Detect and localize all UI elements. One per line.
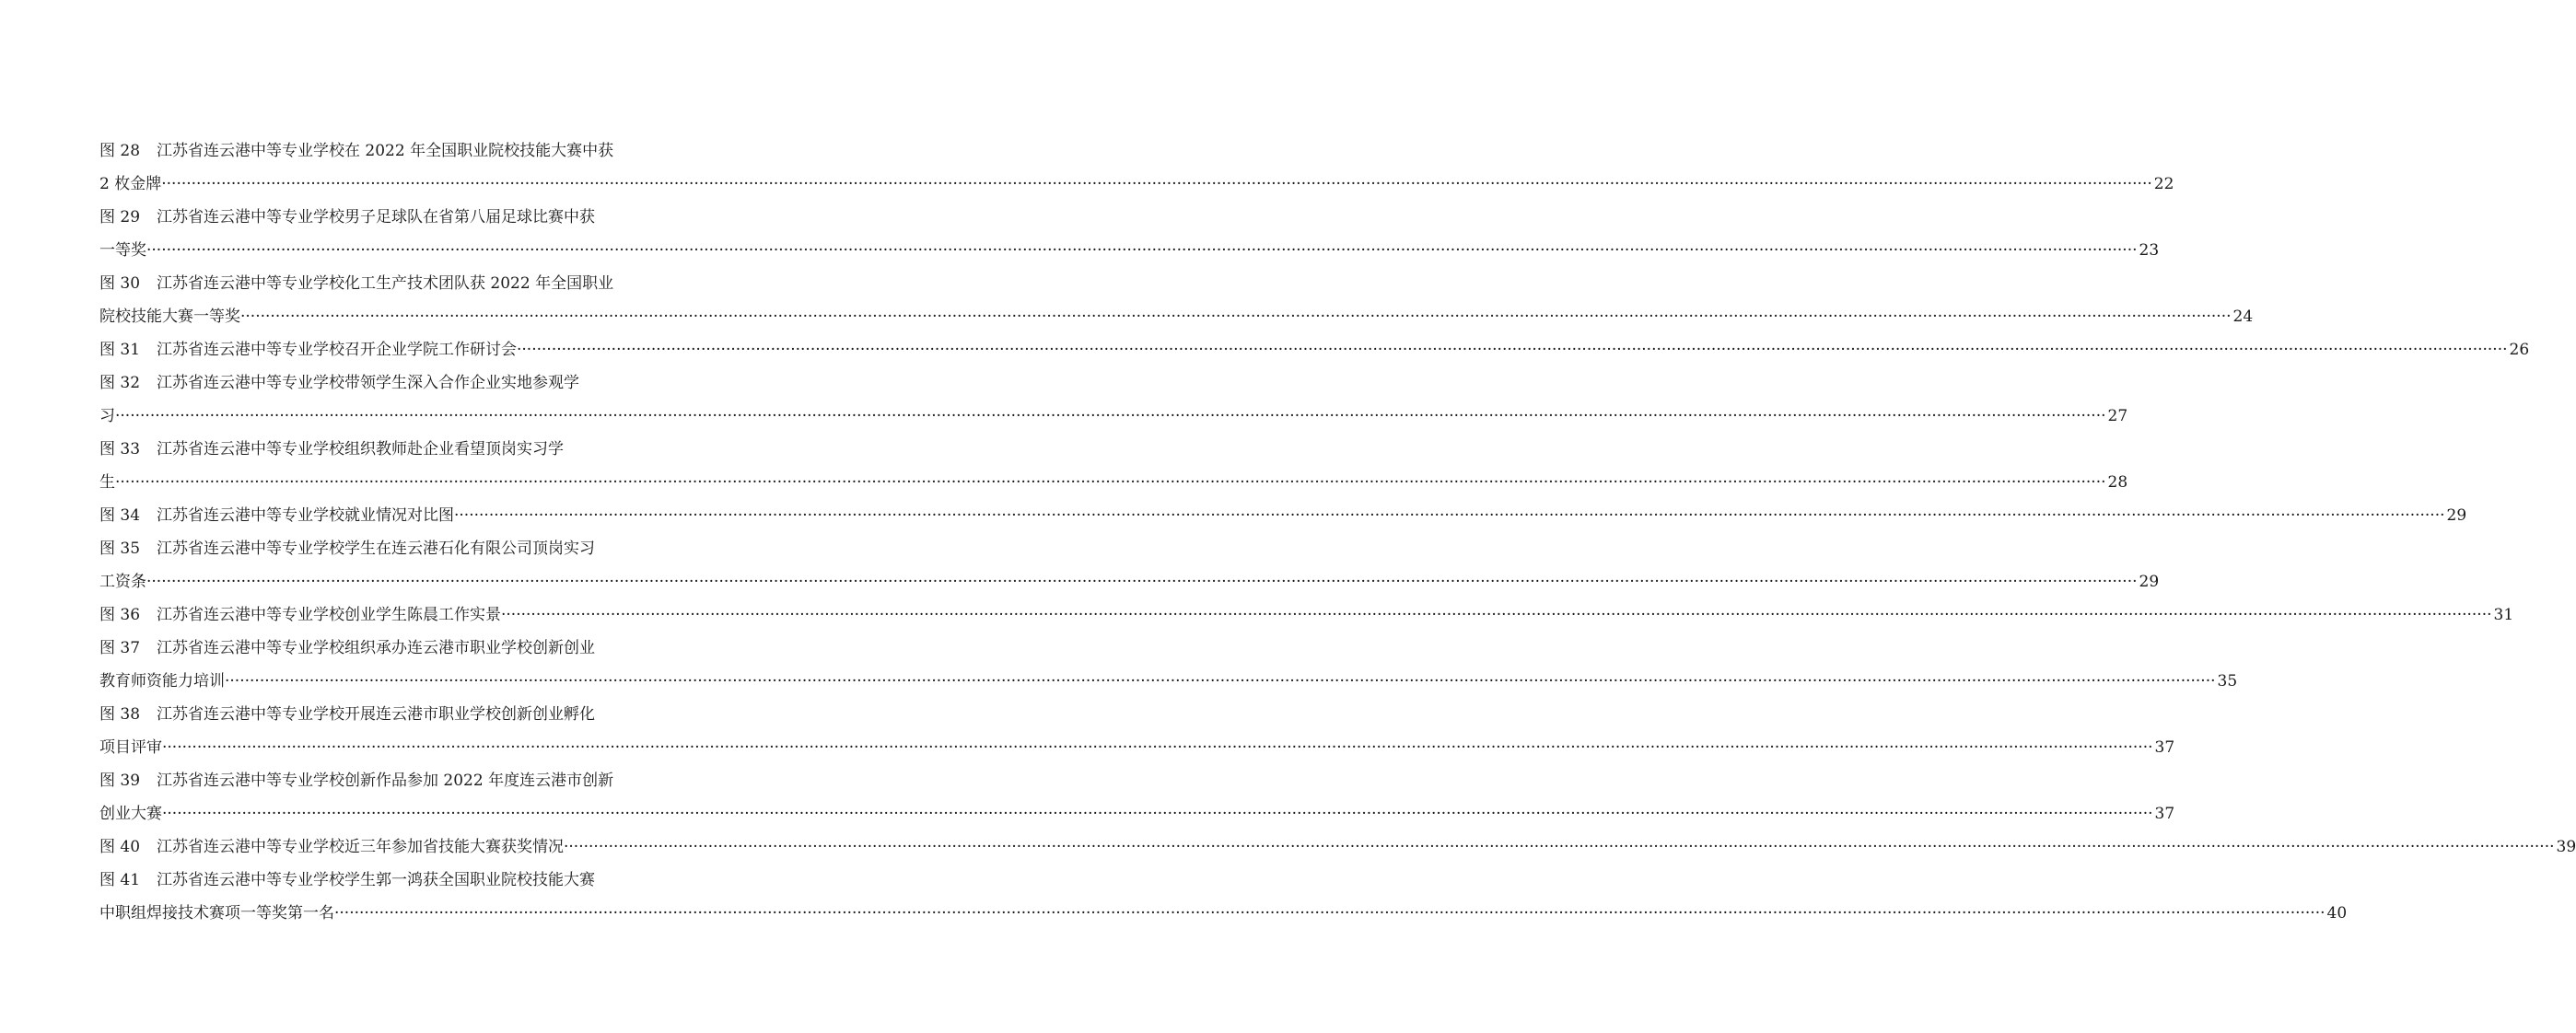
page-number[interactable]: 37 — [2154, 805, 2175, 823]
figure-title-continued: 中职组焊接技术赛项一等奖第一名 — [99, 904, 334, 923]
figure-title: 江苏省连云港中等专业学校学生在连云港石化有限公司顶岗实习 — [157, 540, 595, 558]
toc-entry — [99, 267, 2254, 333]
toc-entry — [99, 366, 2128, 433]
toc-entry — [99, 499, 2467, 532]
dot-leader: ················································································································································································································································································································································································································ — [115, 473, 2106, 492]
figure-number: 图 31 — [99, 341, 141, 359]
figure-title-continued: 工资条 — [99, 573, 146, 591]
figure-title-continued: 教育师资能力培训 — [99, 672, 225, 691]
figure-title: 江苏省连云港中等专业学校在 2022 年全国职业院校技能大赛中获 — [157, 142, 614, 160]
page-number[interactable]: 24 — [2232, 308, 2254, 326]
dot-leader: ················································································································································································································································································································································································································ — [146, 573, 2138, 591]
page-number[interactable]: 29 — [2139, 573, 2160, 591]
toc-entry-first-line — [99, 366, 645, 400]
toc-entry-first-line — [99, 267, 645, 300]
figure-title-continued: 2 枚金牌 — [99, 175, 162, 193]
dot-leader: ················································································································································································································································································································································································································ — [162, 805, 2153, 823]
page-number[interactable]: 26 — [2509, 341, 2530, 359]
dot-leader: ················································································································································································································································································································································································································ — [564, 838, 2555, 856]
dot-leader: ················································································································································································································································································································································································································ — [146, 241, 2138, 260]
toc-entry-first-line — [99, 433, 645, 466]
toc-entry-first-line — [99, 764, 645, 797]
toc-entry-continuation-line — [99, 466, 2128, 499]
toc-entry — [99, 698, 2175, 764]
figure-title: 江苏省连云港中等专业学校召开企业学院工作研讨会 — [157, 341, 517, 359]
figure-title: 江苏省连云港中等专业学校创新作品参加 2022 年度连云港市创新 — [157, 772, 614, 790]
toc-entry-continuation-line — [99, 400, 2128, 433]
figure-number: 图 32 — [99, 374, 141, 392]
page-number[interactable]: 28 — [2107, 473, 2128, 492]
figure-title: 江苏省连云港中等专业学校就业情况对比图 — [157, 506, 454, 525]
toc-entry-first-line — [99, 864, 645, 897]
toc-entry-first-line — [99, 698, 645, 731]
toc-entry-continuation-line — [99, 897, 2348, 930]
toc-entry — [99, 864, 2348, 930]
figure-number: 图 37 — [99, 639, 141, 657]
toc-entry — [99, 333, 2530, 366]
page-number[interactable]: 29 — [2446, 506, 2467, 525]
toc-entry-line — [99, 333, 2530, 366]
figure-title-continued: 创业大赛 — [99, 805, 162, 823]
page-number[interactable]: 40 — [2326, 904, 2348, 923]
figure-title-continued: 一等奖 — [99, 241, 146, 260]
figure-number: 图 38 — [99, 705, 141, 724]
toc-entry — [99, 764, 2175, 830]
figure-title: 江苏省连云港中等专业学校开展连云港市职业学校创新创业孵化 — [157, 705, 595, 724]
toc-entry-first-line — [99, 632, 645, 665]
toc-entry — [99, 532, 2160, 598]
figure-title: 江苏省连云港中等专业学校组织承办连云港市职业学校创新创业 — [157, 639, 595, 657]
toc-entry-line — [99, 830, 2576, 864]
toc-entry-continuation-line — [99, 797, 2175, 830]
dot-leader: ················································································································································································································································································································································································································ — [454, 506, 2445, 525]
toc-entry — [99, 134, 2174, 201]
page-number[interactable]: 27 — [2107, 407, 2128, 425]
toc-entry-line — [99, 598, 2514, 632]
figure-title: 江苏省连云港中等专业学校近三年参加省技能大赛获奖情况 — [157, 838, 564, 856]
figure-number: 图 28 — [99, 142, 141, 160]
figure-title-continued: 生 — [99, 473, 115, 492]
figure-number: 图 29 — [99, 208, 141, 226]
figure-title-continued: 项目评审 — [99, 738, 162, 757]
figure-title-wrap — [99, 499, 454, 532]
toc-entry-first-line — [99, 201, 645, 234]
figure-title: 江苏省连云港中等专业学校男子足球队在省第八届足球比赛中获 — [157, 208, 595, 226]
figure-number: 图 40 — [99, 838, 141, 856]
page-number[interactable]: 23 — [2139, 241, 2160, 260]
figure-number: 图 34 — [99, 506, 141, 525]
figure-number: 图 35 — [99, 540, 141, 558]
toc-entry-first-line — [99, 532, 645, 565]
toc-entry-first-line — [99, 134, 645, 168]
toc-entry — [99, 201, 2160, 267]
toc-entry-continuation-line — [99, 731, 2175, 764]
page-number[interactable]: 35 — [2217, 672, 2238, 691]
toc-entry — [99, 433, 2128, 499]
toc-entry-continuation-line — [99, 234, 2160, 267]
dot-leader: ················································································································································································································································································································································································································ — [115, 407, 2106, 425]
toc-entry-continuation-line — [99, 565, 2160, 598]
figure-title-wrap — [99, 333, 517, 366]
figure-title: 江苏省连云港中等专业学校化工生产技术团队获 2022 年全国职业 — [157, 274, 614, 293]
figure-number: 图 30 — [99, 274, 141, 293]
toc-entry-line — [99, 499, 2467, 532]
figure-number: 图 36 — [99, 606, 141, 624]
toc-entry — [99, 632, 2238, 698]
toc-entry-continuation-line — [99, 665, 2238, 698]
page-number[interactable]: 39 — [2556, 838, 2576, 856]
toc-entry-continuation-line — [99, 300, 2254, 333]
figure-title: 江苏省连云港中等专业学校组织教师赴企业看望顶岗实习学 — [157, 440, 564, 458]
figure-title-continued: 习 — [99, 407, 115, 425]
dot-leader: ················································································································································································································································································································································································································ — [240, 308, 2232, 326]
figure-list — [99, 134, 2576, 930]
dot-leader: ················································································································································································································································································································································································································ — [162, 738, 2153, 757]
dot-leader: ················································································································································································································································································································································································································ — [161, 175, 2152, 193]
figure-title: 江苏省连云港中等专业学校带领学生深入合作企业实地参观学 — [157, 374, 579, 392]
figure-number: 图 33 — [99, 440, 141, 458]
figure-title-wrap — [99, 598, 501, 632]
dot-leader: ················································································································································································································································································································································································································ — [501, 606, 2492, 624]
figure-title: 江苏省连云港中等专业学校学生郭一鸿获全国职业院校技能大赛 — [157, 871, 595, 889]
dot-leader: ················································································································································································································································································································································································································ — [225, 672, 2216, 691]
dot-leader: ················································································································································································································································································································································································································ — [517, 341, 2508, 359]
dot-leader: ················································································································································································································································································································································································································ — [334, 904, 2325, 923]
toc-entry — [99, 598, 2514, 632]
figure-number: 图 41 — [99, 871, 141, 889]
toc-entry-continuation-line — [99, 168, 2174, 201]
page-number[interactable]: 37 — [2154, 738, 2175, 757]
figure-title: 江苏省连云港中等专业学校创业学生陈晨工作实景 — [157, 606, 501, 624]
toc-entry — [99, 830, 2576, 864]
page-number[interactable]: 31 — [2493, 606, 2514, 624]
figure-number: 图 39 — [99, 772, 141, 790]
figure-title-wrap — [99, 830, 564, 864]
figure-title-continued: 院校技能大赛一等奖 — [99, 308, 240, 326]
page-number[interactable]: 22 — [2153, 175, 2174, 193]
